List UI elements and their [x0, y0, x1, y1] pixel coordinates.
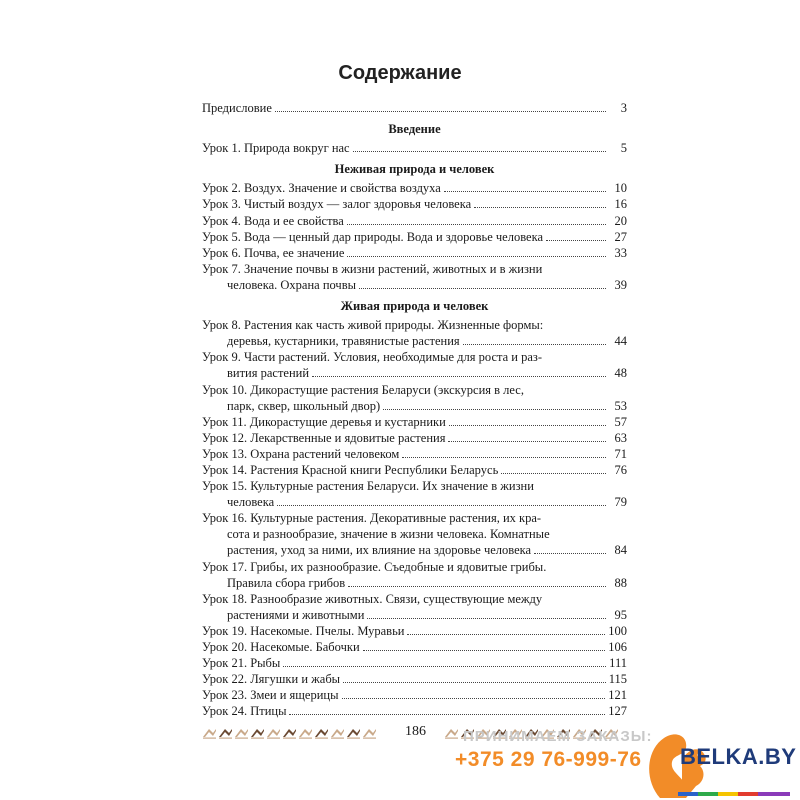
- toc-entry[interactable]: [202, 639, 627, 655]
- leader-dots: [347, 256, 606, 257]
- toc-entry-title: Урок 4. Вода и ее свойства: [202, 213, 344, 228]
- toc-entry-line: Урок 18. Разнообразие животных. Связи, существующие между: [202, 591, 543, 606]
- toc-page-number: 20: [614, 213, 627, 228]
- toc-entry[interactable]: [202, 559, 627, 591]
- leader-dots: [275, 111, 606, 112]
- toc-entry-title: Правила сбора грибов: [227, 575, 346, 590]
- toc-entry-title: Урок 3. Чистый воздух — залог здоровья человека: [202, 197, 472, 212]
- toc-page-number: 111: [609, 656, 627, 671]
- toc-entry-title: Урок 20. Насекомые. Бабочки: [202, 640, 360, 654]
- toc-section-heading: Неживая природа и человек: [334, 162, 495, 177]
- toc-entry-line: Урок 7. Значение почвы в жизни растений, животных и в жизни: [202, 261, 543, 276]
- toc-entry[interactable]: [202, 382, 627, 414]
- ornament-baseline: [445, 738, 458, 739]
- toc-page-number: 39: [614, 277, 627, 292]
- leader-dots: [343, 682, 606, 683]
- leader-dots: [546, 240, 606, 241]
- toc-page-number: 76: [614, 462, 627, 477]
- toc-entry[interactable]: [202, 317, 627, 349]
- toc-entry[interactable]: [202, 478, 627, 510]
- toc-page-number: 95: [614, 607, 627, 622]
- toc-page-number: 84: [614, 543, 627, 558]
- toc-entry-line: Урок 10. Дикорастущие растения Беларуси (экскурсия в лес,: [202, 382, 524, 397]
- leader-dots: [363, 650, 606, 651]
- toc-page-number: 121: [608, 688, 627, 703]
- toc-entry[interactable]: [202, 180, 627, 196]
- toc-entry[interactable]: [202, 245, 627, 261]
- leader-dots: [463, 344, 606, 345]
- toc-page-number: 27: [614, 229, 627, 244]
- leader-dots: [444, 191, 606, 192]
- toc-entry-title: растениями и животными: [227, 607, 365, 622]
- watermark-phone: +375 29 76-999-76: [455, 748, 642, 771]
- toc-entry[interactable]: [202, 196, 627, 212]
- leader-dots: [342, 698, 606, 699]
- toc-entry-line: Урок 16. Культурные растения. Декоративные растения, их кра-: [202, 511, 542, 526]
- toc-entry-title: растения, уход за ними, их влияние на здоровье человека: [227, 543, 532, 558]
- toc-entry-title: деревья, кустарники, травянистые растения: [227, 334, 460, 349]
- toc-entry-title: Урок 5. Вода — ценный дар природы. Вода и здоровье человека: [202, 229, 544, 244]
- toc-entry[interactable]: [202, 510, 627, 558]
- brand-name: BELKA.BY: [680, 744, 797, 769]
- toc-entry[interactable]: [202, 140, 627, 156]
- leader-dots: [449, 425, 606, 426]
- leader-dots: [289, 714, 605, 715]
- table-of-contents: [202, 100, 627, 719]
- toc-section-heading: Введение: [388, 122, 441, 137]
- leader-dots: [474, 207, 606, 208]
- toc-page-number: 100: [608, 623, 627, 638]
- toc-entry[interactable]: [202, 100, 627, 116]
- toc-page-number: 5: [620, 141, 627, 156]
- toc-page-number: 53: [614, 398, 627, 413]
- leader-dots: [402, 457, 606, 458]
- toc-entry[interactable]: [202, 462, 627, 478]
- toc-entry-title: Урок 24. Птицы: [202, 704, 287, 719]
- toc-entry-title: человека: [227, 495, 275, 510]
- leader-dots: [277, 505, 606, 506]
- leader-dots: [534, 553, 606, 554]
- toc-entry[interactable]: [202, 213, 627, 229]
- toc-entry[interactable]: [202, 703, 627, 719]
- toc-entry-title: Предисловие: [202, 101, 272, 115]
- leader-dots: [348, 586, 606, 587]
- leader-dots: [347, 224, 606, 225]
- toc-page-number: 44: [614, 334, 627, 349]
- toc-entry-line: Урок 8. Растения как часть живой природы. Жизненные формы:: [202, 318, 544, 333]
- page-number: 186: [405, 724, 426, 739]
- watermark-order-text: ПРИНИМАЕМ ЗАКАЗЫ:: [463, 728, 653, 745]
- toc-entry-title: вития растений: [227, 366, 310, 381]
- toc-entry[interactable]: [202, 229, 627, 245]
- toc-page-number: 3: [620, 101, 627, 115]
- leader-dots: [501, 473, 606, 474]
- toc-entry-title: Урок 13. Охрана растений человеком: [202, 446, 400, 461]
- toc-entry-title: Урок 14. Растения Красной книги Республики Беларусь: [202, 462, 499, 477]
- toc-entry-title: Урок 23. Змеи и ящерицы: [202, 688, 339, 703]
- toc-entry-title: Урок 2. Воздух. Значение и свойства воздуха: [202, 181, 441, 196]
- toc-entry[interactable]: [202, 655, 627, 671]
- toc-entry-title: Урок 21. Рыбы: [202, 656, 281, 671]
- toc-page-number: 33: [614, 245, 627, 260]
- toc-entry[interactable]: [202, 687, 627, 703]
- toc-entry-title: Урок 11. Дикорастущие деревья и кустарники: [202, 414, 446, 429]
- leader-dots: [448, 441, 606, 442]
- page-title: Содержание: [338, 62, 462, 84]
- toc-entry-line: Урок 15. Культурные растения Беларуси. Их значение в жизни: [202, 479, 534, 494]
- toc-entry[interactable]: [202, 430, 627, 446]
- toc-entry[interactable]: [202, 671, 627, 687]
- toc-page-number: 127: [608, 704, 627, 719]
- leader-dots: [407, 634, 605, 635]
- toc-entry-title: Урок 22. Лягушки и жабы: [202, 672, 341, 687]
- toc-page-number: 16: [614, 197, 627, 212]
- toc-entry[interactable]: [202, 349, 627, 381]
- toc-page-number: 10: [614, 181, 627, 196]
- toc-page-number: 63: [614, 430, 627, 445]
- toc-entry-title: человека. Охрана почвы: [227, 277, 357, 292]
- leader-dots: [312, 376, 606, 377]
- toc-page-number: 106: [608, 640, 627, 654]
- toc-entry[interactable]: [202, 414, 627, 430]
- toc-page-number: 57: [614, 414, 627, 429]
- leader-dots: [359, 288, 606, 289]
- toc-entry-line: Урок 9. Части растений. Условия, необходимые для роста и раз-: [202, 350, 542, 365]
- toc-entry-title: Урок 1. Природа вокруг нас: [202, 141, 350, 156]
- toc-entry[interactable]: [202, 591, 627, 623]
- toc-page-number: 79: [614, 495, 627, 510]
- toc-entry[interactable]: [202, 623, 627, 639]
- toc-page-number: 48: [614, 366, 627, 381]
- leader-dots: [383, 409, 606, 410]
- toc-page-number: 71: [614, 446, 627, 461]
- toc-section-heading: Живая природа и человек: [340, 299, 489, 314]
- toc-entry-title: Урок 19. Насекомые. Пчелы. Муравьи: [202, 623, 405, 638]
- toc-entry-line: сота и разнообразие, значение в жизни человека. Комнатные: [227, 527, 550, 542]
- toc-entry-title: парк, сквер, школьный двор): [227, 398, 381, 413]
- leader-dots: [353, 151, 606, 152]
- toc-entry-title: Урок 12. Лекарственные и ядовитые растения: [202, 430, 446, 445]
- leader-dots: [283, 666, 606, 667]
- toc-page-number: 115: [608, 672, 627, 687]
- ornament-segment: [445, 729, 458, 737]
- toc-page-number: 88: [614, 575, 627, 590]
- leader-dots: [367, 618, 606, 619]
- toc-entry-line: Урок 17. Грибы, их разнообразие. Съедобные и ядовитые грибы.: [202, 559, 547, 574]
- toc-entry[interactable]: [202, 446, 627, 462]
- toc-entry[interactable]: [202, 261, 627, 293]
- toc-entry-title: Урок 6. Почва, ее значение: [202, 245, 345, 260]
